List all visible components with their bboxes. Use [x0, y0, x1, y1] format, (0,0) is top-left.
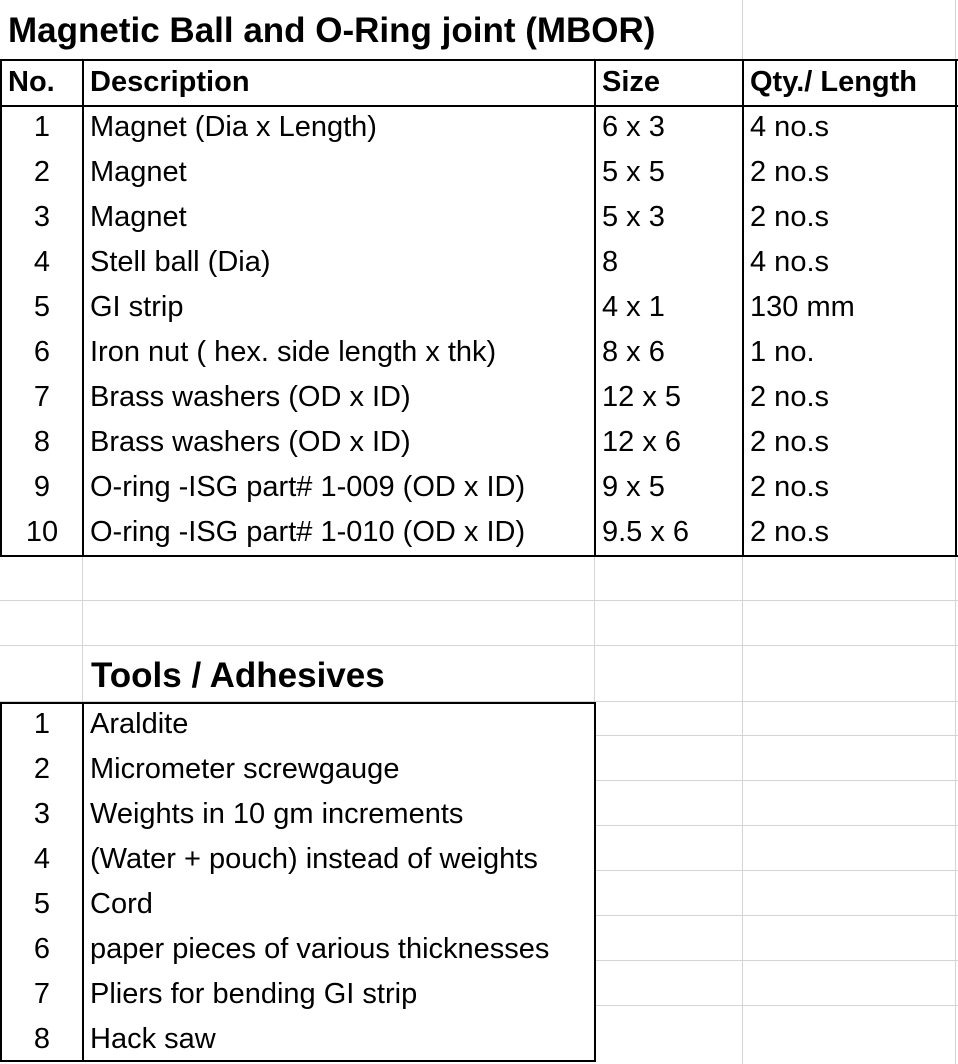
tool-cell-no: 7: [33, 978, 51, 1010]
tool-cell-no: 2: [33, 753, 51, 785]
table-border: [0, 59, 2, 557]
tool-cell-description: Pliers for bending GI strip: [90, 978, 418, 1010]
tool-cell-description: paper pieces of various thicknesses: [90, 933, 550, 965]
parts-cell-no: 4: [33, 246, 51, 278]
header-qty: Qty./ Length: [750, 65, 918, 98]
parts-cell-description: Brass washers (OD x ID): [90, 381, 411, 413]
parts-cell-qty: 4 no.s: [750, 246, 829, 278]
parts-cell-qty: 2 no.s: [750, 381, 829, 413]
table-border: [82, 59, 84, 557]
tool-cell-description: Cord: [90, 888, 153, 920]
parts-cell-qty: 4 no.s: [750, 111, 829, 143]
parts-cell-no: 8: [33, 426, 51, 458]
parts-cell-no: 5: [33, 291, 51, 323]
parts-cell-size: 4 x 1: [602, 291, 665, 323]
tool-cell-description: Micrometer screwgauge: [90, 753, 400, 785]
tool-cell-no: 8: [33, 1023, 51, 1055]
parts-cell-qty: 2 no.s: [750, 471, 829, 503]
sheet-title: Magnetic Ball and O-Ring joint (MBOR): [8, 11, 656, 50]
parts-cell-no: 10: [25, 516, 59, 548]
parts-cell-qty: 2 no.s: [750, 516, 829, 548]
tool-cell-no: 6: [33, 933, 51, 965]
table-border: [0, 59, 958, 61]
table-border: [82, 702, 84, 1062]
header-size: Size: [602, 65, 661, 98]
parts-cell-qty: 2 no.s: [750, 201, 829, 233]
table-border: [0, 555, 958, 557]
parts-cell-size: 9.5 x 6: [602, 516, 690, 548]
parts-cell-qty: 130 mm: [750, 291, 855, 323]
parts-cell-no: 1: [33, 111, 51, 143]
parts-cell-description: Magnet: [90, 201, 187, 233]
header-no: No.: [8, 65, 55, 98]
parts-cell-no: 7: [33, 381, 51, 413]
table-border: [594, 59, 596, 557]
parts-cell-size: 12 x 5: [602, 381, 681, 413]
parts-cell-no: 9: [33, 471, 51, 503]
parts-cell-size: 12 x 6: [602, 426, 681, 458]
parts-cell-qty: 1 no.: [750, 336, 815, 368]
table-border: [0, 702, 2, 1062]
tool-cell-no: 4: [33, 843, 51, 875]
tool-cell-no: 5: [33, 888, 51, 920]
parts-cell-description: Brass washers (OD x ID): [90, 426, 411, 458]
parts-cell-no: 3: [33, 201, 51, 233]
parts-cell-description: O-ring -ISG part# 1-010 (OD x ID): [90, 516, 526, 548]
table-border: [955, 59, 957, 557]
header-description: Description: [90, 65, 250, 98]
tool-cell-description: (Water + pouch) instead of weights: [90, 843, 538, 875]
parts-cell-description: Stell ball (Dia): [90, 246, 271, 278]
parts-cell-description: Magnet (Dia x Length): [90, 111, 377, 143]
parts-cell-description: O-ring -ISG part# 1-009 (OD x ID): [90, 471, 526, 503]
parts-cell-size: 5 x 5: [602, 156, 665, 188]
parts-cell-size: 8: [602, 246, 619, 278]
tool-cell-no: 3: [33, 798, 51, 830]
tool-cell-no: 1: [33, 708, 51, 740]
parts-cell-size: 8 x 6: [602, 336, 665, 368]
tool-cell-description: Weights in 10 gm increments: [90, 798, 464, 830]
parts-cell-size: 9 x 5: [602, 471, 665, 503]
tools-section-title: Tools / Adhesives: [91, 656, 385, 695]
parts-cell-description: Iron nut ( hex. side length x thk): [90, 336, 497, 368]
table-border: [594, 702, 596, 1062]
parts-cell-no: 2: [33, 156, 51, 188]
tool-cell-description: Hack saw: [90, 1023, 216, 1055]
parts-cell-no: 6: [33, 336, 51, 368]
parts-cell-description: GI strip: [90, 291, 184, 323]
parts-cell-qty: 2 no.s: [750, 426, 829, 458]
table-border: [0, 1060, 596, 1062]
parts-cell-size: 6 x 3: [602, 111, 665, 143]
tool-cell-description: Araldite: [90, 708, 189, 740]
table-border: [742, 59, 744, 557]
parts-cell-description: Magnet: [90, 156, 187, 188]
parts-cell-qty: 2 no.s: [750, 156, 829, 188]
table-border: [0, 105, 958, 107]
parts-cell-size: 5 x 3: [602, 201, 665, 233]
table-border: [0, 702, 596, 704]
